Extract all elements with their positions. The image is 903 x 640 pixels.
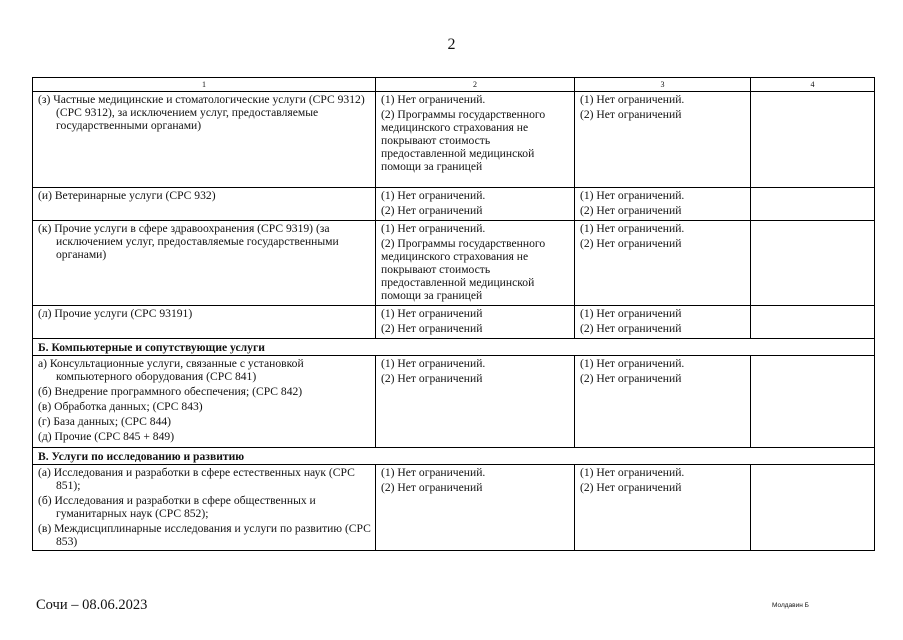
limitation-item: (1) Нет ограничений. [381, 466, 486, 479]
footer-location-date: Сочи – 08.06.2023 [36, 597, 148, 613]
limitation-item: (2) Нет ограничений [580, 204, 682, 217]
service-item: (б) Внедрение программного обеспечения; (СРС 842) [38, 385, 303, 398]
column-header-4: 4 [751, 78, 875, 92]
service-item: (б) Исследования и разработки в сфере общественных и гуманитарных наук (СРС 852); [38, 494, 316, 520]
national-treatment-cell [575, 92, 751, 188]
table-row [33, 356, 875, 448]
additional-commitments-cell [751, 92, 875, 188]
column-header-3: 3 [575, 78, 751, 92]
limitation-item: (2) Нет ограничений [580, 372, 682, 385]
market-access-cell [376, 221, 575, 306]
service-item: (и) Ветеринарные услуги (СРС 932) [38, 189, 216, 202]
service-cell [33, 92, 376, 188]
limitation-item: (1) Нет ограничений [381, 307, 483, 320]
service-item: (а) Исследования и разработки в сфере естественных наук (СРС 851); [38, 466, 355, 492]
column-number-row [33, 78, 875, 92]
limitation-item: (1) Нет ограничений [580, 307, 682, 320]
service-cell [33, 188, 376, 221]
limitation-item: (1) Нет ограничений. [580, 357, 685, 370]
limitation-item: (1) Нет ограничений. [580, 466, 685, 479]
market-access-cell [376, 465, 575, 551]
market-access-cell [376, 92, 575, 188]
national-treatment-cell [575, 221, 751, 306]
additional-commitments-cell [751, 306, 875, 339]
commitments-table [32, 77, 875, 551]
national-treatment-cell [575, 356, 751, 448]
limitation-item: (2) Нет ограничений [580, 481, 682, 494]
service-item: а) Консультационные услуги, связанные с установкой компьютерного оборудования (СРС 841) [38, 357, 304, 383]
limitation-item: (2) Нет ограничений [580, 108, 682, 121]
limitation-item: (1) Нет ограничений. [580, 189, 685, 202]
limitation-item: (1) Нет ограничений. [580, 93, 685, 106]
limitation-item: (2) Нет ограничений [381, 481, 483, 494]
limitation-item: (2) Нет ограничений [381, 372, 483, 385]
service-cell [33, 465, 376, 551]
table-row [33, 188, 875, 221]
section-heading-row [33, 448, 875, 465]
service-item: (л) Прочие услуги (СРС 93191) [38, 307, 193, 320]
limitation-item: (2) Нет ограничений [580, 237, 682, 250]
additional-commitments-cell [751, 221, 875, 306]
table-row [33, 221, 875, 306]
service-item: (к) Прочие услуги в сфере здравоохранения (СРС 9319) (за исключением услуг, предоставляемые государственными органами) [38, 222, 339, 261]
limitation-item: (2) Нет ограничений [381, 322, 483, 335]
section-title: В. Услуги по исследованию и развитию [33, 448, 875, 465]
national-treatment-cell [575, 465, 751, 551]
limitation-item: (1) Нет ограничений. [381, 222, 486, 235]
market-access-cell [376, 188, 575, 221]
additional-commitments-cell [751, 356, 875, 448]
service-item: (в) Междисциплинарные исследования и услуги по развитию (СРС 853) [38, 522, 371, 548]
additional-commitments-cell [751, 465, 875, 551]
limitation-item: (2) Нет ограничений [580, 322, 682, 335]
national-treatment-cell [575, 188, 751, 221]
limitation-item: (1) Нет ограничений. [381, 189, 486, 202]
table-row [33, 465, 875, 551]
limitation-item: (2) Программы государственного медицинского страхования не покрывают стоимость предоставленной медицинской помощи за границей [381, 237, 546, 302]
service-cell [33, 356, 376, 448]
service-item: (г) База данных; (СРС 844) [38, 415, 172, 428]
service-item: (д) Прочие (СРС 845 + 849) [38, 430, 175, 443]
market-access-cell [376, 306, 575, 339]
limitation-item: (2) Нет ограничений [381, 204, 483, 217]
section-title: Б. Компьютерные и сопутствующие услуги [33, 339, 875, 356]
market-access-cell [376, 356, 575, 448]
table-row [33, 92, 875, 188]
service-cell [33, 306, 376, 339]
limitation-item: (1) Нет ограничений. [381, 357, 486, 370]
limitation-item: (2) Программы государственного медицинского страхования не покрывают стоимость предоставленной медицинской помощи за границей [381, 108, 546, 173]
section-heading-row [33, 339, 875, 356]
service-item: (в) Обработка данных; (СРС 843) [38, 400, 203, 413]
limitation-item: (1) Нет ограничений. [580, 222, 685, 235]
table-row [33, 306, 875, 339]
footer-signature: Молдавин Б [772, 602, 809, 609]
column-header-2: 2 [376, 78, 575, 92]
national-treatment-cell [575, 306, 751, 339]
limitation-item: (1) Нет ограничений. [381, 93, 486, 106]
service-cell [33, 221, 376, 306]
additional-commitments-cell [751, 188, 875, 221]
column-header-1: 1 [33, 78, 376, 92]
service-item: (з) Частные медицинские и стоматологические услуги (СРС 9312) (СРС 9312), за исключением услуг, предоставляемые государственными органами) [38, 93, 365, 132]
page-number: 2 [447, 36, 456, 53]
